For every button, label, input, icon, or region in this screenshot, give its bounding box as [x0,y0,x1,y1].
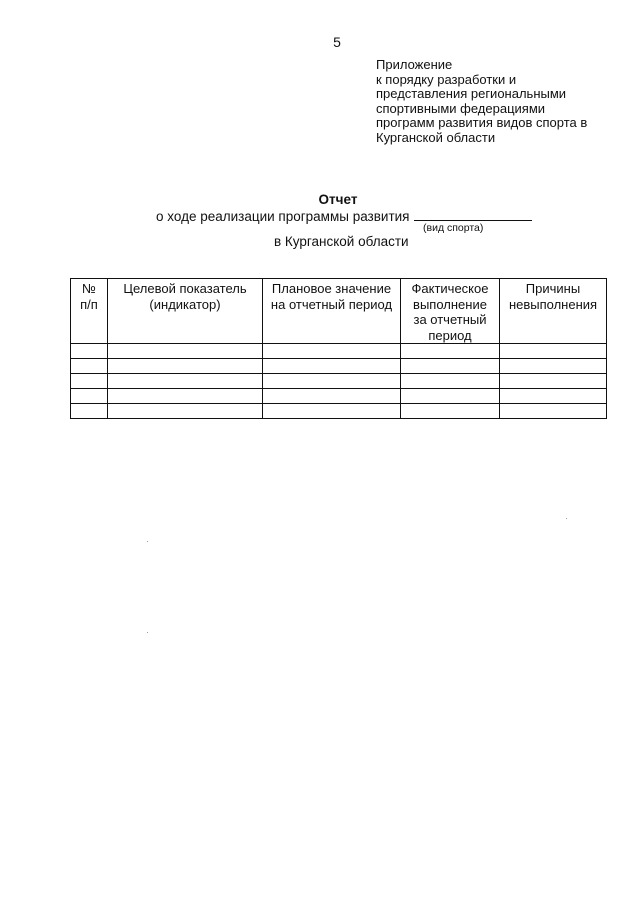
header-actual-performance: Фактическое выполнение за отчетный период [401,279,500,344]
report-table [70,278,607,419]
appendix-line: Курганской области [376,129,496,145]
appendix-line: Приложение [376,57,453,72]
table-row [71,344,607,359]
table-cell [71,404,108,419]
table-body [71,344,607,419]
table-cell [71,344,108,359]
table-cell [108,374,263,389]
table-cell [500,389,607,404]
table-row [71,404,607,419]
header-target-indicator: Целевой показатель (индикатор) [108,279,263,344]
report-title: Отчет [318,192,358,207]
appendix-line: представления региональными [376,86,567,102]
table-cell [263,374,401,389]
scan-speck [147,541,148,542]
appendix-line: спортивными федерациями [376,100,546,116]
sport-blank-field [414,208,532,221]
report-subtitle: о ходе реализации программы развития [156,209,410,224]
table-cell [263,389,401,404]
report-region: в Курганской области [274,234,409,249]
table-cell [263,404,401,419]
table-cell [401,344,500,359]
table-cell [71,389,108,404]
table-row [71,389,607,404]
table-cell [500,404,607,419]
header-reasons: Причины невыполнения [500,279,607,344]
appendix-line: к порядку разработки и [376,71,517,87]
table-row [71,359,607,374]
table-cell [401,374,500,389]
appendix-line: программ развития видов спорта в [376,115,588,131]
table-cell [71,359,108,374]
table-cell [263,344,401,359]
table-row [71,374,607,389]
table-cell [108,404,263,419]
table-cell [108,359,263,374]
table-header-row [71,279,607,344]
table-cell [108,344,263,359]
table-cell [401,359,500,374]
table-cell [401,404,500,419]
sport-placeholder-note: (вид спорта) [423,222,484,234]
scan-speck [147,632,148,633]
scan-speck [566,518,567,519]
appendix-block [376,58,587,146]
table-cell [500,374,607,389]
table-cell [401,389,500,404]
table-cell [263,359,401,374]
table-cell [71,374,108,389]
page-number: 5 [333,34,341,50]
header-number: № п/п [71,279,108,344]
table-cell [108,389,263,404]
table-cell [500,359,607,374]
header-planned-value: Плановое значение на отчетный период [263,279,401,344]
table-cell [500,344,607,359]
